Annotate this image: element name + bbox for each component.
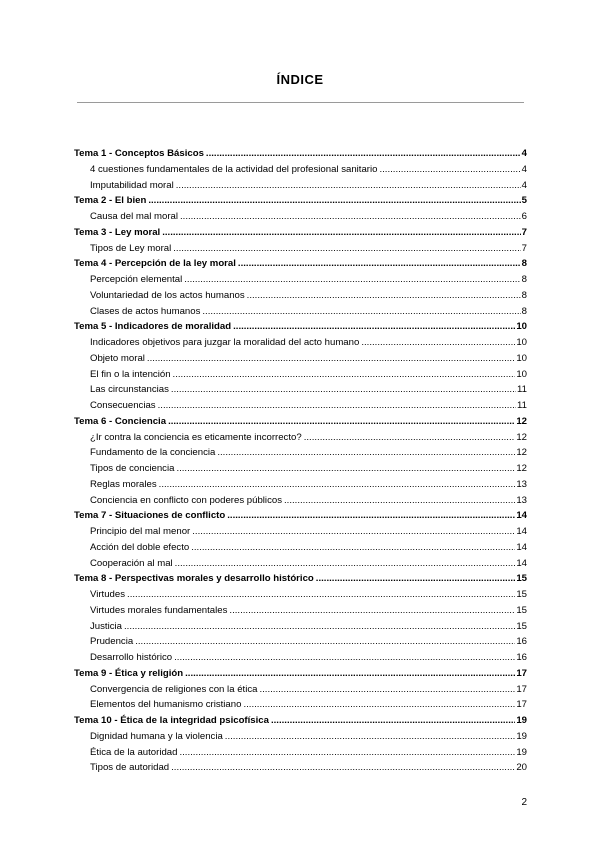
toc-section-entry[interactable]	[74, 587, 527, 603]
toc-entry-label: Tema 2 - El bien	[74, 195, 147, 207]
toc-chapter-entry[interactable]	[74, 319, 527, 335]
toc-leader-dots	[171, 760, 515, 776]
toc-leader-dots	[225, 729, 516, 745]
toc-entry-label: Tema 10 - Ética de la integridad psicofísica	[74, 715, 269, 726]
toc-entry-page: 12	[516, 415, 527, 427]
page-title: ÍNDICE	[276, 72, 324, 87]
toc-leader-dots	[227, 508, 515, 524]
toc-section-entry[interactable]	[74, 682, 527, 698]
toc-leader-dots	[159, 477, 516, 493]
toc-leader-dots	[176, 178, 521, 194]
toc-entry-label: Tema 1 - Conceptos Básicos	[74, 148, 204, 159]
toc-entry-label: Causa del mal moral	[90, 211, 178, 222]
toc-entry-label: Indicadores objetivos para juzgar la moralidad del acto humano	[90, 337, 360, 348]
toc-entry-label: Elementos del humanismo cristiano	[90, 699, 242, 711]
toc-entry-label: 4 cuestiones fundamentales de la actividad del profesional sanitario	[90, 163, 378, 175]
toc-entry-page: 13	[516, 478, 527, 490]
toc-entry-label: Conciencia en conflicto con poderes públicos	[90, 494, 282, 506]
toc-section-entry[interactable]	[74, 288, 527, 304]
toc-entry-page: 10	[516, 368, 527, 380]
toc-section-entry[interactable]	[74, 477, 527, 493]
toc-leader-dots	[147, 351, 515, 367]
toc-entry-label: Tipos de conciencia	[90, 463, 175, 474]
toc-section-entry[interactable]	[74, 351, 527, 367]
toc-entry-label: Tema 9 - Ética y religión	[74, 667, 184, 679]
toc-section-entry[interactable]	[74, 540, 527, 556]
toc-leader-dots	[271, 713, 515, 729]
toc-entry-page: 15	[516, 604, 527, 616]
toc-entry-label: Virtudes morales fundamentales	[90, 604, 228, 616]
toc-entry-page: 19	[516, 730, 527, 742]
toc-leader-dots	[316, 571, 516, 587]
toc-leader-dots	[168, 414, 515, 430]
toc-chapter-entry[interactable]	[74, 713, 527, 729]
page-number: 2	[521, 797, 527, 808]
toc-entry-label: Las circunstancias	[90, 384, 169, 396]
toc-leader-dots	[173, 367, 516, 383]
toc-entry-page: 14	[516, 557, 527, 569]
toc-section-entry[interactable]	[74, 524, 527, 540]
toc-section-entry[interactable]	[74, 241, 527, 257]
toc-leader-dots	[202, 304, 520, 320]
toc-entry-label: Justicia	[90, 620, 122, 632]
toc-chapter-entry[interactable]	[74, 571, 527, 587]
toc-leader-dots	[379, 162, 520, 178]
toc-entry-label: Tema 5 - Indicadores de moralidad	[74, 321, 232, 333]
toc-leader-dots	[180, 209, 521, 225]
toc-leader-dots	[243, 697, 515, 713]
toc-entry-label: El fin o la intención	[90, 368, 171, 380]
toc-entry-label: Consecuencias	[90, 400, 156, 411]
toc-section-entry[interactable]	[74, 760, 527, 776]
toc-entry-label: Tema 3 - Ley moral	[74, 226, 161, 238]
toc-leader-dots	[259, 682, 515, 698]
toc-entry-page: 10	[516, 337, 527, 348]
toc-section-entry[interactable]	[74, 272, 527, 288]
toc-leader-dots	[162, 225, 520, 241]
toc-leader-dots	[192, 524, 515, 540]
toc-section-entry[interactable]	[74, 367, 527, 383]
toc-section-entry[interactable]	[74, 335, 527, 351]
toc-entry-page: 7	[521, 226, 527, 238]
toc-section-entry[interactable]	[74, 304, 527, 320]
toc-entry-page: 20	[516, 762, 527, 774]
toc-entry-page: 4	[521, 163, 527, 175]
toc-entry-page: 14	[516, 526, 527, 537]
toc-leader-dots	[304, 430, 516, 446]
toc-entry-label: Principio del mal menor	[90, 526, 191, 537]
toc-entry-label: Convergencia de religiones con la ética	[90, 683, 258, 695]
toc-entry-page: 11	[517, 400, 527, 411]
toc-entry-page: 15	[516, 620, 527, 632]
toc-chapter-entry[interactable]	[74, 146, 527, 162]
toc-entry-page: 12	[516, 463, 527, 474]
toc-leader-dots	[247, 288, 521, 304]
table-of-contents	[74, 146, 527, 776]
toc-leader-dots	[179, 745, 515, 761]
toc-chapter-entry[interactable]	[74, 256, 527, 272]
toc-section-entry[interactable]	[74, 603, 527, 619]
toc-section-entry[interactable]	[74, 209, 527, 225]
toc-leader-dots	[173, 241, 520, 257]
toc-entry-label: Ética de la autoridad	[90, 746, 178, 758]
toc-entry-label: Tema 6 - Conciencia	[74, 415, 167, 427]
toc-section-entry[interactable]	[74, 729, 527, 745]
toc-chapter-entry[interactable]	[74, 414, 527, 430]
toc-entry-label: Imputabilidad moral	[90, 179, 174, 191]
toc-entry-page: 13	[516, 494, 527, 506]
toc-entry-page: 8	[521, 258, 527, 270]
toc-entry-page: 12	[516, 447, 527, 459]
toc-entry-label: Voluntariedad de los actos humanos	[90, 289, 245, 301]
toc-section-entry[interactable]	[74, 445, 527, 461]
toc-entry-page: 6	[521, 211, 527, 222]
toc-entry-label: Tipos de Ley moral	[90, 242, 172, 254]
toc-entry-page: 17	[516, 683, 527, 695]
toc-leader-dots	[127, 587, 515, 603]
toc-leader-dots	[206, 146, 521, 162]
toc-leader-dots	[176, 461, 515, 477]
toc-entry-page: 19	[516, 746, 527, 758]
toc-leader-dots	[171, 382, 516, 398]
toc-chapter-entry[interactable]	[74, 193, 527, 209]
toc-section-entry[interactable]	[74, 556, 527, 572]
toc-entry-label: Dignidad humana y la violencia	[90, 730, 223, 742]
toc-entry-label: Fundamento de la conciencia	[90, 447, 216, 459]
toc-entry-page: 15	[516, 573, 527, 585]
toc-section-entry[interactable]	[74, 697, 527, 713]
toc-section-entry[interactable]	[74, 398, 527, 414]
toc-leader-dots	[361, 335, 515, 351]
toc-entry-page: 16	[516, 636, 527, 648]
toc-section-entry[interactable]	[74, 650, 527, 666]
toc-leader-dots	[233, 319, 515, 335]
toc-entry-label: Tema 4 - Percepción de la ley moral	[74, 258, 236, 270]
toc-leader-dots	[148, 193, 520, 209]
toc-entry-page: 4	[521, 148, 527, 159]
toc-section-entry[interactable]	[74, 178, 527, 194]
toc-entry-label: Virtudes	[90, 589, 126, 600]
toc-entry-label: Cooperación al mal	[90, 557, 173, 569]
toc-chapter-entry[interactable]	[74, 666, 527, 682]
toc-entry-label: Clases de actos humanos	[90, 305, 201, 317]
toc-entry-page: 12	[516, 431, 527, 443]
toc-section-entry[interactable]	[74, 745, 527, 761]
toc-section-entry[interactable]	[74, 162, 527, 178]
toc-entry-page: 10	[516, 352, 527, 364]
toc-leader-dots	[158, 398, 516, 414]
toc-entry-label: Desarrollo histórico	[90, 652, 173, 663]
toc-entry-label: Tipos de autoridad	[90, 762, 170, 774]
toc-entry-label: Prudencia	[90, 636, 134, 648]
toc-leader-dots	[175, 556, 516, 572]
toc-chapter-entry[interactable]	[74, 225, 527, 241]
toc-section-entry[interactable]	[74, 634, 527, 650]
toc-section-entry[interactable]	[74, 461, 527, 477]
toc-entry-page: 14	[516, 541, 527, 553]
toc-entry-label: Percepción elemental	[90, 274, 183, 285]
toc-entry-label: Tema 8 - Perspectivas morales y desarrollo histórico	[74, 573, 314, 585]
toc-entry-page: 17	[516, 667, 527, 679]
toc-entry-page: 10	[516, 321, 527, 333]
toc-entry-label: Objeto moral	[90, 352, 145, 364]
toc-leader-dots	[124, 619, 515, 635]
toc-entry-page: 17	[516, 699, 527, 711]
toc-leader-dots	[191, 540, 515, 556]
toc-section-entry[interactable]	[74, 619, 527, 635]
toc-entry-page: 4	[521, 179, 527, 191]
toc-section-entry[interactable]	[74, 430, 527, 446]
toc-entry-label: Tema 7 - Situaciones de conflicto	[74, 510, 226, 522]
toc-leader-dots	[135, 634, 515, 650]
toc-leader-dots	[174, 650, 515, 666]
toc-leader-dots	[229, 603, 515, 619]
toc-chapter-entry[interactable]	[74, 508, 527, 524]
toc-entry-page: 14	[516, 510, 527, 522]
title-divider	[77, 102, 524, 103]
toc-entry-page: 11	[517, 384, 527, 396]
toc-section-entry[interactable]	[74, 493, 527, 509]
toc-entry-page: 16	[516, 652, 527, 663]
toc-entry-page: 8	[521, 274, 527, 285]
toc-entry-page: 8	[521, 289, 527, 301]
toc-entry-page: 7	[521, 242, 527, 254]
toc-entry-label: ¿Ir contra la conciencia es eticamente incorrecto?	[90, 431, 302, 443]
toc-leader-dots	[217, 445, 515, 461]
toc-entry-page: 15	[516, 589, 527, 600]
toc-entry-label: Acción del doble efecto	[90, 541, 190, 553]
toc-leader-dots	[185, 666, 515, 682]
toc-entry-page: 5	[521, 195, 527, 207]
toc-leader-dots	[184, 272, 520, 288]
toc-leader-dots	[284, 493, 515, 509]
toc-section-entry[interactable]	[74, 382, 527, 398]
toc-leader-dots	[238, 256, 521, 272]
toc-entry-label: Reglas morales	[90, 478, 157, 490]
toc-entry-page: 19	[516, 715, 527, 726]
toc-entry-page: 8	[521, 305, 527, 317]
